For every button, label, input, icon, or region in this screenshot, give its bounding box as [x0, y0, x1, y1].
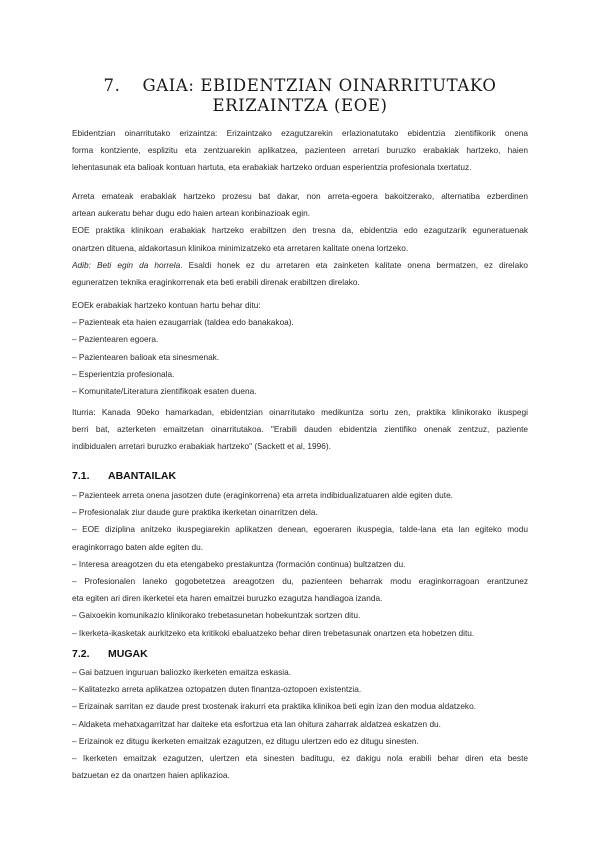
- limitations-list: [72, 664, 528, 784]
- paragraph-line: Ebidentzian oinarritutako erizaintza: Erizaintzako ezagutzarekin erlazionatutako ebidentzia zientifikorik onena: [72, 128, 528, 138]
- list-item: – Pazientearen egoera.: [72, 334, 159, 345]
- section-heading-mugak: [72, 648, 148, 660]
- chapter-title-line-1: [60, 76, 540, 95]
- paragraph-line: onartzen dituena, aldakortasun klinikoa minimizatzeko eta arretaren kalitate onena lortzeko.: [72, 242, 409, 253]
- list-item: – Esperientzia profesionala.: [72, 368, 175, 379]
- list-item: – Gaixoekin komunikazio klinikorako trebetasunetan hobekuntzak sortzen ditu.: [72, 610, 361, 621]
- intro-paragraph: [72, 125, 528, 177]
- chapter-title-text-1: GAIA: EBIDENTZIAN OINARRITUTAKO: [142, 76, 497, 95]
- section-title: MUGAK: [108, 648, 148, 660]
- list-item: – Pazienteak eta haien ezaugarriak (taldea edo banakakoa).: [72, 317, 294, 328]
- list-item: – Komunitate/Literatura zientifikoak esaten duena.: [72, 385, 257, 396]
- list-item: – Ikerketa-ikasketak aurkitzeko eta kritikoki ebaluatzeko behar diren trebetasunak onartzen eta hobetzen ditu.: [72, 627, 475, 638]
- factors-list: [72, 297, 528, 400]
- paragraph-line: lehentasunak eta balioak kontuan hartuta, eta erabakiak hartzeko orduan esperientzia profesionala txertatuz.: [72, 162, 472, 173]
- list-item: – Pazienteek arreta onena jasotzen dute (eraginkorrena) eta arreta indibidualizatuaren alde egiten dute.: [72, 490, 453, 500]
- list-item: – Gai batzuen inguruan baliozko ikerketen emaitza eskasia.: [72, 667, 292, 677]
- paragraph-line: EOE praktika klinikoan erabakiak hartzeko erabiltzen den tresna da, ebidentzia edo ezagutzarik eguneratuenak: [72, 225, 528, 236]
- paragraph-line: Arreta emateak erabakiak hartzeko prozesu bat dakar, non arreta-egoera bakoitzerako, alternatiba ezberdinen: [72, 191, 528, 201]
- list-heading: EOEk erabakiak hartzeko kontuan hartu behar ditu:: [72, 300, 261, 310]
- list-item: – Profesionalak ziur daude gure praktika ikerketan oinarritzen dela.: [72, 507, 318, 518]
- paragraph-line: berri bat, azterketen emaitzetan oinarritutakoa. "Erabili dauden ebidentzia zientifiko onenak zentzuz, paziente: [72, 424, 528, 435]
- chapter-title-line-2: ERIZAINTZA (EOE): [212, 96, 388, 115]
- list-item: – Profesionalen laneko gogobetetzea areagotzen du, pazienteen beharrak modu eraginkorragoan erantzunez: [72, 575, 528, 586]
- section-title: ABANTAILAK: [108, 470, 177, 482]
- list-item: – EOE diziplina anitzeko ikuspegiarekin aplikatzen denean, egoeraren ikuspegia, talde-lana eta lan egiteko modu: [72, 524, 528, 535]
- arreta-paragraph: [72, 188, 528, 291]
- section-number: 7.1.: [72, 470, 90, 482]
- paragraph-line: indibidualen arretari buruzko erabakiak hartzeko" (Sackett et al, 1996).: [72, 441, 331, 452]
- chapter-number: 7.: [103, 76, 121, 95]
- list-item: – Ikerketen emaitzak ezagutzen, ulertzen eta sinesten baditugu, ez dakigu nola erabili behar diren eta beste: [72, 752, 528, 763]
- paragraph-line: eguneratzen teknika eraginkorrenak eta beti erabili direnak erabiltzen direlako.: [72, 276, 360, 287]
- example-line: [72, 257, 528, 274]
- list-item: – Erizainok ez ditugu ikerketen emaitzak ezagutzen, ez ditugu ulertzen edo ez ditugu sinesten.: [72, 735, 419, 746]
- section-number: 7.2.: [72, 648, 90, 660]
- list-item: – Pazientearen balioak eta sinesmenak.: [72, 351, 220, 362]
- list-item: – Erizainak sarritan ez daude prest txostenak irakurri eta praktika klinikoa beti egin izan den modua aldatzeko.: [72, 701, 477, 712]
- list-item: eraginkorrago baten alde egiten du.: [72, 541, 204, 552]
- example-text: . Esaldi honek ez du arretaren eta zainketen kalitate onena bermatzen, ez direlako: [180, 259, 528, 270]
- section-heading-abantailak: [72, 470, 176, 482]
- list-item: – Kalitatezko arreta aplikatzea oztopatzen duten finantza-oztopoen existentzia.: [72, 684, 362, 695]
- list-item: eta egiten ari diren ikerketei eta haren emaitzei buruzko ezagutza handiagoa izanda.: [72, 593, 383, 604]
- paragraph-line: Iturria: Kanada 90eko hamarkadan, ebidentzian oinarritutako medikuntza sortu zen, praktika klinikorako ikuspegi: [72, 407, 528, 417]
- example-label: Adib: Beti egin da horrela: [72, 259, 181, 270]
- list-item: – Interesa areagotzen du eta etengabeko prestakuntza (formación continua) bultzatzen du.: [72, 558, 406, 569]
- paragraph-line: forma kontziente, esplizitu eta zentzuarekin aplikatzea, pazienteen arretari buruzko erabakiak hartzeko, haien: [72, 145, 528, 156]
- list-item: batzuetan ez da onartzen haien aplikazioa.: [72, 770, 230, 781]
- paragraph-line: artean aukeratu behar dugu edo haien artean konbinazioak egin.: [72, 208, 311, 219]
- source-paragraph: [72, 404, 528, 456]
- advantages-list: [72, 487, 528, 642]
- list-item: – Aldaketa mehatxagarritzat har daiteke eta esfortzua eta lan ohitura zaharrak aldatzea eskatzen du.: [72, 718, 441, 729]
